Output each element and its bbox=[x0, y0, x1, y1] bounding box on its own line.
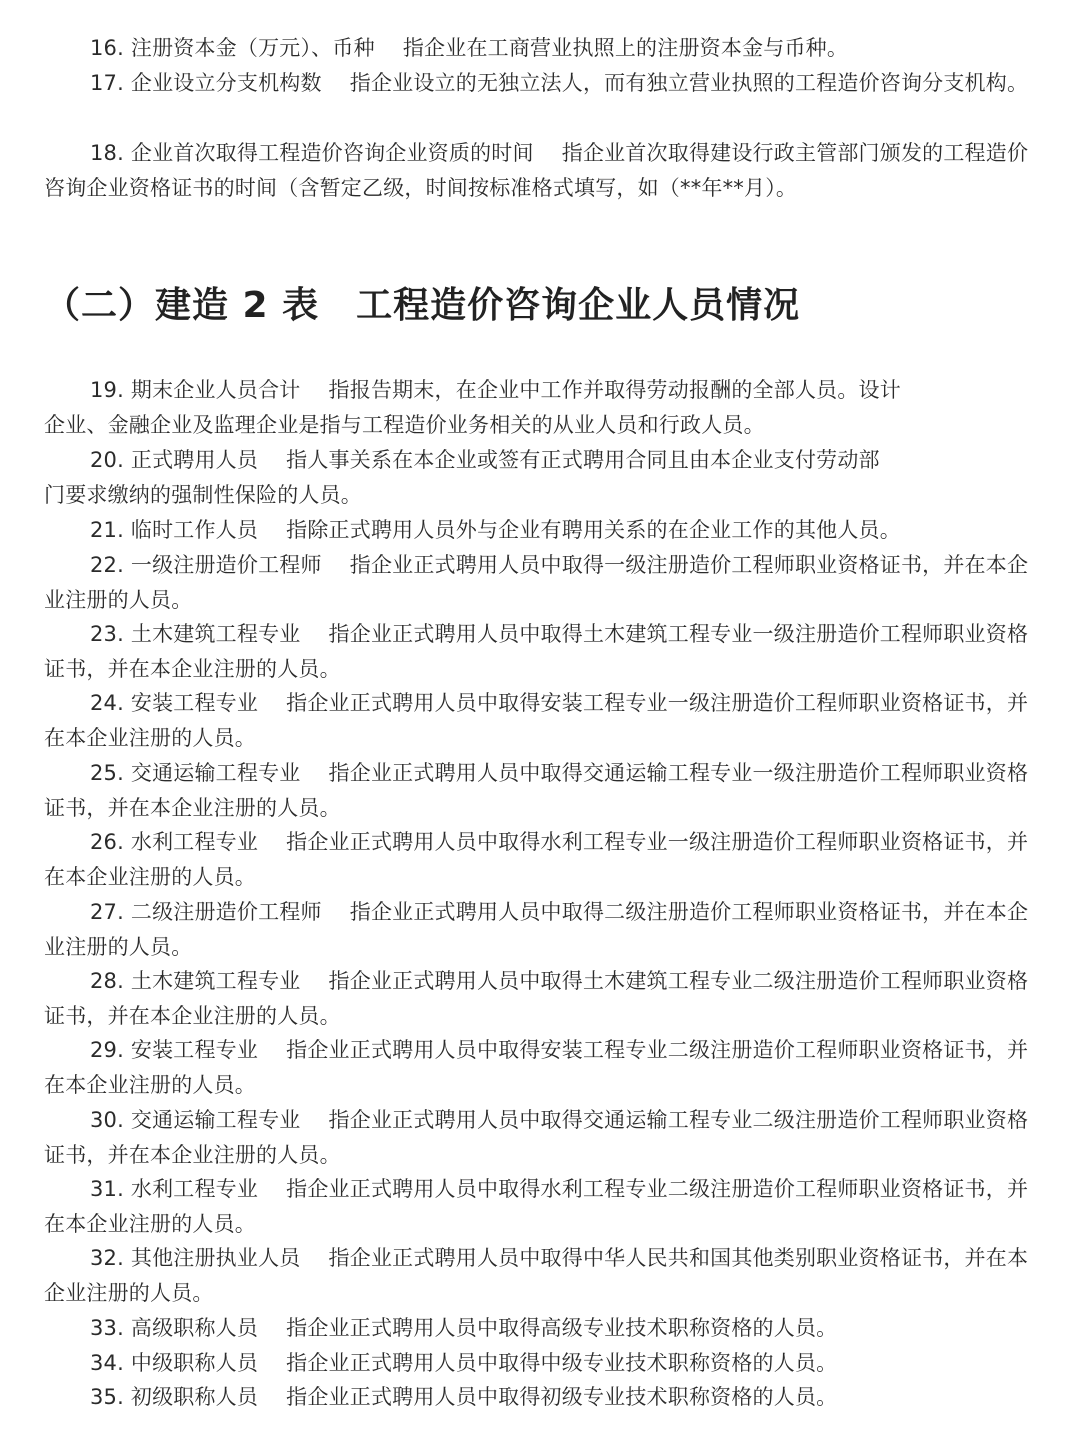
paragraph-20: 20. 正式聘用人员 指人事关系在本企业或签有正式聘用合同且由本企业支付劳动部 门要求缴纳的强制性保险的人员。 bbox=[44, 448, 880, 507]
paragraph-16: 16. 注册资本金（万元）、币种 指企业在工商营业执照上的注册资本金与币种。 bbox=[90, 36, 849, 60]
paragraph-27: 27. 二级注册造价工程师 指企业正式聘用人员中取得二级注册造价工程师职业资格证书，并在本企业注册的人员。 bbox=[44, 900, 1029, 959]
paragraph-18: 18. 企业首次取得工程造价咨询企业资质的时间 指企业首次取得建设行政主管部门颁发的工程造价咨询企业资格证书的时间（含暂定乙级，时间按标准格式填写，如（**年**月）。 bbox=[44, 141, 1029, 200]
paragraph-23: 23. 土木建筑工程专业 指企业正式聘用人员中取得土木建筑工程专业一级注册造价工程师职业资格证书，并在本企业注册的人员。 bbox=[44, 622, 1029, 681]
paragraph-31: 31. 水利工程专业 指企业正式聘用人员中取得水利工程专业二级注册造价工程师职业资格证书，并在本企业注册的人员。 bbox=[44, 1177, 1029, 1236]
paragraph-32: 32. 其他注册执业人员 指企业正式聘用人员中取得中华人民共和国其他类别职业资格证书，并在本企业注册的人员。 bbox=[44, 1246, 1029, 1305]
paragraph-30: 30. 交通运输工程专业 指企业正式聘用人员中取得交通运输工程专业二级注册造价工程师职业资格证书，并在本企业注册的人员。 bbox=[44, 1108, 1029, 1167]
paragraph-28: 28. 土木建筑工程专业 指企业正式聘用人员中取得土木建筑工程专业二级注册造价工程师职业资格证书，并在本企业注册的人员。 bbox=[44, 969, 1029, 1028]
paragraph-33: 33. 高级职称人员 指企业正式聘用人员中取得高级专业技术职称资格的人员。 bbox=[90, 1316, 838, 1340]
paragraph-26: 26. 水利工程专业 指企业正式聘用人员中取得水利工程专业一级注册造价工程师职业资格证书，并在本企业注册的人员。 bbox=[44, 830, 1029, 889]
paragraph-35: 35. 初级职称人员 指企业正式聘用人员中取得初级专业技术职称资格的人员。 bbox=[90, 1385, 838, 1409]
paragraph-22: 22. 一级注册造价工程师 指企业正式聘用人员中取得一级注册造价工程师职业资格证书，并在本企业注册的人员。 bbox=[44, 553, 1029, 612]
paragraph-17: 17. 企业设立分支机构数 指企业设立的无独立法人，而有独立营业执照的工程造价咨询分支机构。 bbox=[90, 71, 1029, 95]
paragraph-34: 34. 中级职称人员 指企业正式聘用人员中取得中级专业技术职称资格的人员。 bbox=[90, 1351, 838, 1375]
paragraph-25: 25. 交通运输工程专业 指企业正式聘用人员中取得交通运输工程专业一级注册造价工程师职业资格证书，并在本企业注册的人员。 bbox=[44, 761, 1029, 820]
section-heading: （二）建造 2 表 工程造价咨询企业人员情况 bbox=[44, 285, 801, 326]
paragraph-24: 24. 安装工程专业 指企业正式聘用人员中取得安装工程专业一级注册造价工程师职业资格证书，并在本企业注册的人员。 bbox=[44, 691, 1029, 750]
paragraph-29: 29. 安装工程专业 指企业正式聘用人员中取得安装工程专业二级注册造价工程师职业资格证书，并在本企业注册的人员。 bbox=[44, 1038, 1029, 1097]
paragraph-19: 19. 期末企业人员合计 指报告期末，在企业中工作并取得劳动报酬的全部人员。设计 企业、金融企业及监理企业是指与工程造价业务相关的从业人员和行政人员。 bbox=[44, 378, 901, 437]
paragraph-21: 21. 临时工作人员 指除正式聘用人员外与企业有聘用关系的在企业工作的其他人员。 bbox=[90, 518, 901, 542]
